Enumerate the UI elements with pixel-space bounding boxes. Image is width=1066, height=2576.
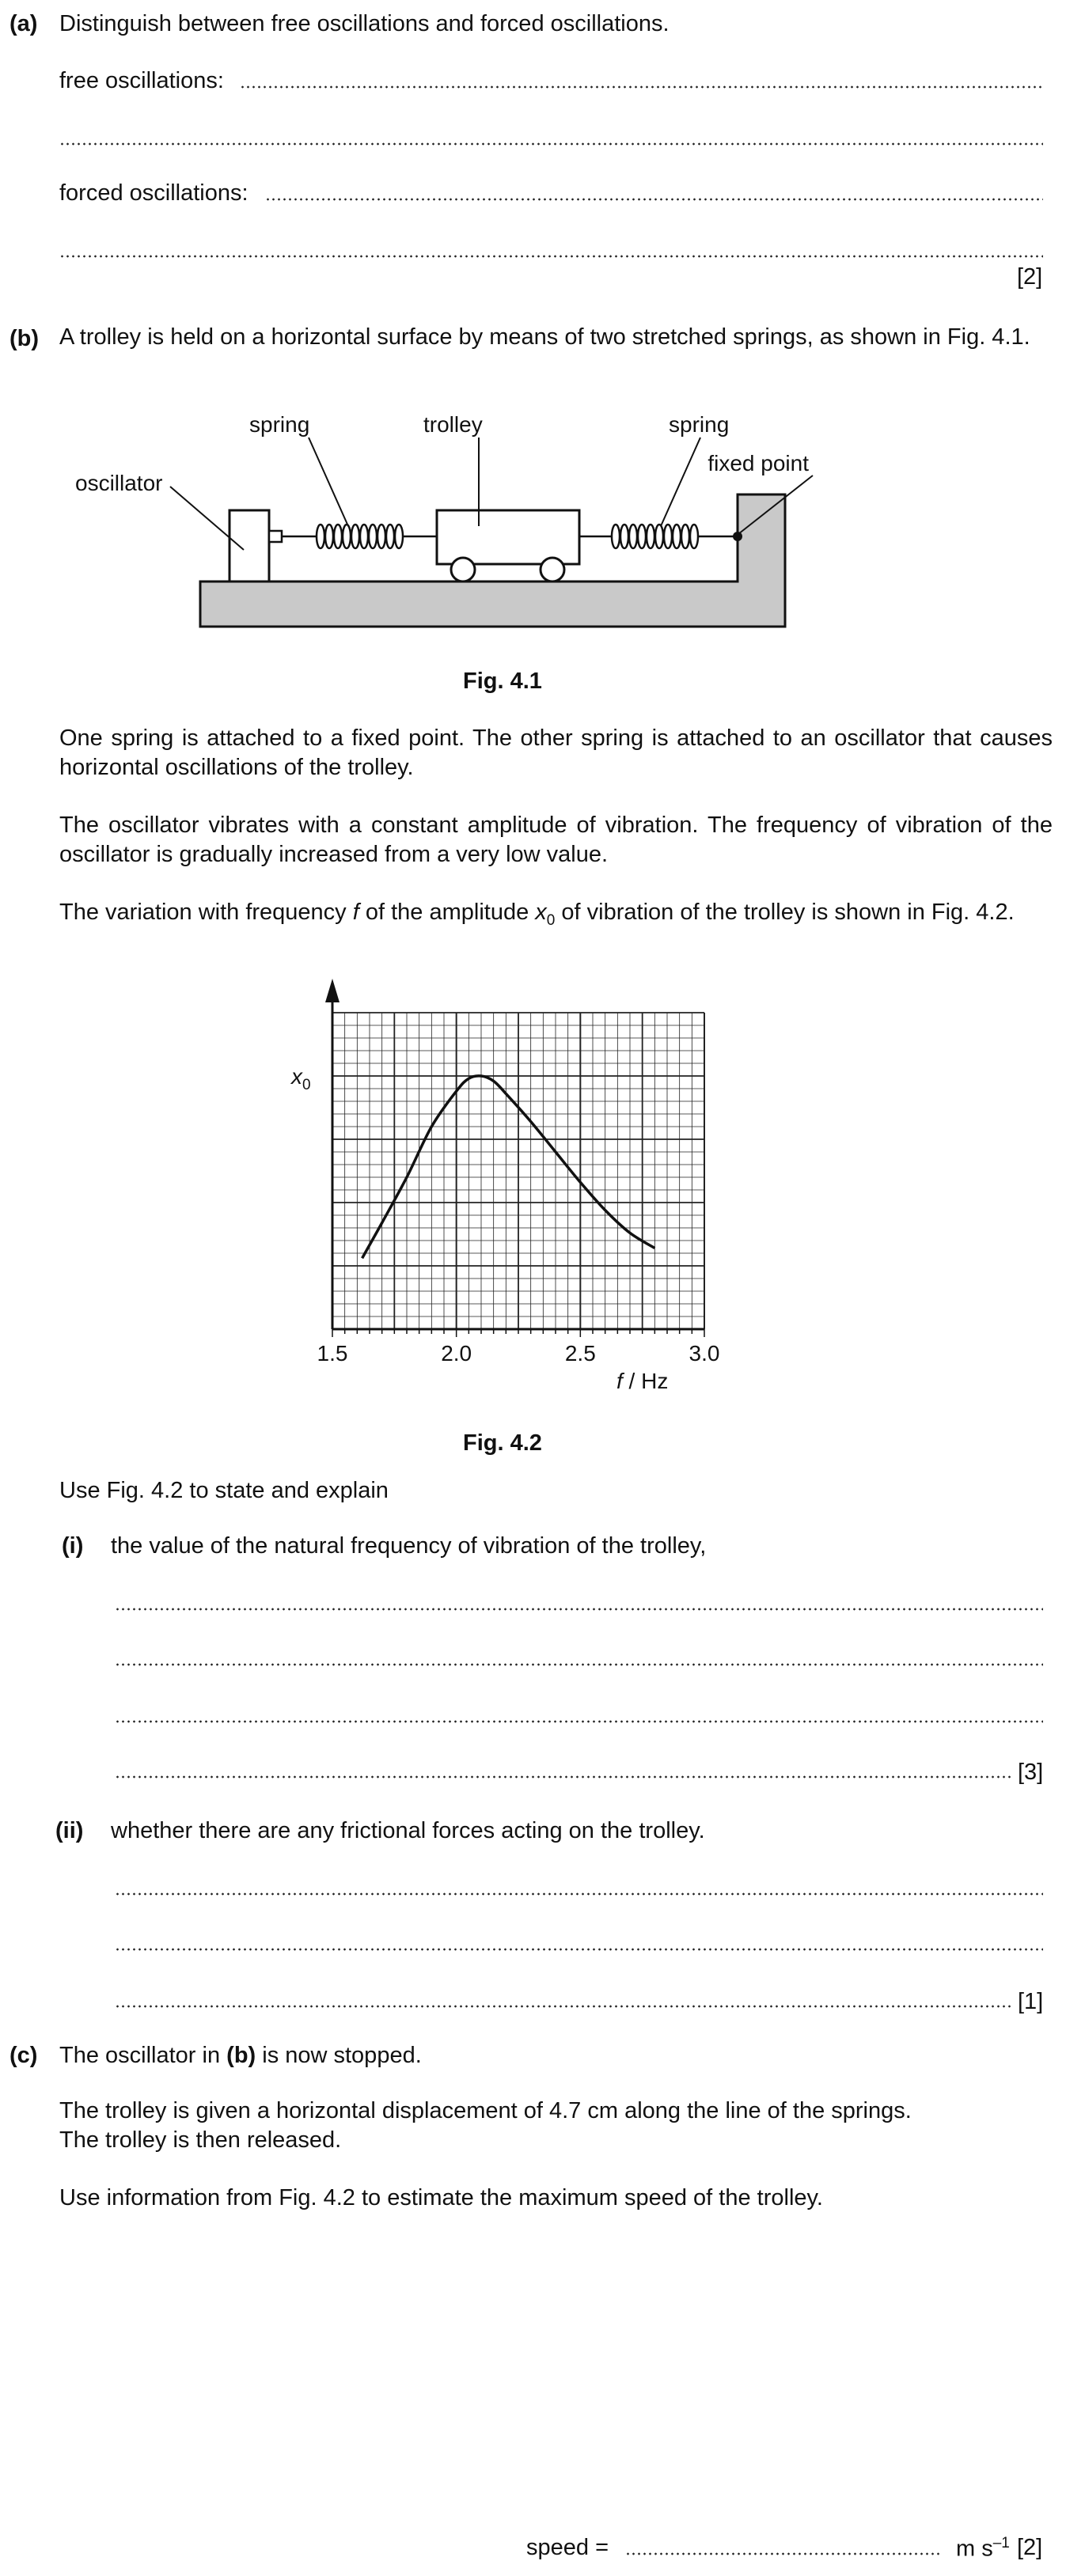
part-c-marks: [2] (1017, 2535, 1043, 2560)
speed-label: speed = (526, 2535, 609, 2560)
part-c-line4: Use information from Fig. 4.2 to estimate the maximum speed of the trolley. (59, 2185, 823, 2210)
x-tick-label: 2.0 (441, 1341, 472, 1366)
label-trolley: trolley (423, 412, 483, 437)
right-spring (612, 525, 698, 548)
chart-grid (332, 1013, 704, 1329)
sub-ii-label: (ii) (55, 1818, 84, 1843)
x-axis-label: f / Hz (616, 1369, 669, 1393)
part-c-line1: The oscillator in (b) is now stopped. (59, 2043, 422, 2068)
part-b-para2: The oscillator vibrates with a constant amplitude of vibration. The frequency of vibration of the oscillator is gradually increased from a very low value. (59, 813, 1053, 867)
part-a-marks: [2] (1017, 264, 1043, 290)
answer-line-free-1[interactable] (240, 85, 1043, 89)
sub-i-label: (i) (62, 1533, 84, 1559)
chart-ticks (317, 1329, 720, 1366)
use-fig-instruction: Use Fig. 4.2 to state and explain (59, 1478, 389, 1503)
free-oscillations-label: free oscillations: (59, 68, 224, 93)
oscillator-box (230, 510, 269, 581)
sub-ii-text: whether there are any frictional forces acting on the trolley. (111, 1818, 705, 1843)
sub-ii-marks: [1] (1018, 1989, 1044, 2014)
x-tick-label: 3.0 (689, 1341, 720, 1366)
x-tick-label: 1.5 (317, 1341, 348, 1366)
left-spring (317, 525, 403, 548)
oscillator-rod (269, 531, 282, 542)
answer-line-free-2[interactable] (59, 142, 1043, 146)
part-a-question: Distinguish between free oscillations and forced oscillations. (59, 11, 670, 36)
forced-oscillations-label: forced oscillations: (59, 180, 248, 206)
part-b-para1: One spring is attached to a fixed point. The other spring is attached to an oscillator that causes horizontal oscillations of the trolley. (59, 725, 1053, 780)
data-series-curve (362, 1076, 655, 1259)
label-spring-left: spring (249, 412, 310, 437)
speed-unit: m $s^{-1}$ (956, 2535, 1010, 2562)
part-b-intro: A trolley is held on a horizontal surface by means of two stretched springs, as shown in Fig. 4.1. (59, 324, 1030, 350)
sub-i-marks: [3] (1018, 1760, 1044, 1785)
fig-4-2-caption: Fig. 4.2 (463, 1430, 542, 1456)
answer-line-i-1[interactable] (115, 1608, 1043, 1611)
fig-4-2-chart (269, 977, 744, 1404)
sub-i-text: the value of the natural frequency of vibration of the trolley, (111, 1533, 707, 1559)
x-tick-label: 2.5 (564, 1341, 596, 1366)
part-b-label: (b) (9, 326, 40, 351)
label-spring-right: spring (669, 412, 730, 437)
part-a-label: (a) (9, 11, 38, 36)
label-oscillator: oscillator (75, 471, 163, 495)
answer-line-i-3[interactable] (115, 1720, 1043, 1723)
part-b-para3: The variation with frequency f of the amplitude $x_0$ of vibration of the trolley is shown in Fig. 4.2. (59, 900, 1015, 929)
fig-4-1-diagram (67, 407, 827, 637)
answer-line-forced-1[interactable] (265, 198, 1043, 201)
trolley-body (437, 510, 579, 564)
label-fixed-point: fixed point (708, 451, 809, 475)
trolley-wheel-left (451, 558, 475, 581)
answer-line-forced-2[interactable] (59, 255, 1043, 258)
part-c-line3: The trolley is then released. (59, 2127, 342, 2153)
fixed-point-dot (733, 532, 742, 541)
part-c-label: (c) (9, 2043, 38, 2068)
answer-line-ii-3[interactable] (115, 2005, 1013, 2008)
fig-4-1-caption: Fig. 4.1 (463, 669, 542, 694)
answer-line-i-2[interactable] (115, 1663, 1043, 1666)
speed-answer-line[interactable] (625, 2552, 942, 2555)
answer-line-i-4[interactable] (115, 1775, 1013, 1779)
trolley-wheel-right (541, 558, 564, 581)
y-axis-label: $x_0$ (291, 1064, 311, 1093)
answer-line-ii-2[interactable] (115, 1948, 1043, 1951)
part-c-line2: The trolley is given a horizontal displacement of 4.7 cm along the line of the springs. (59, 2098, 912, 2123)
answer-line-ii-1[interactable] (115, 1892, 1043, 1896)
y-axis-arrow (325, 979, 340, 1002)
